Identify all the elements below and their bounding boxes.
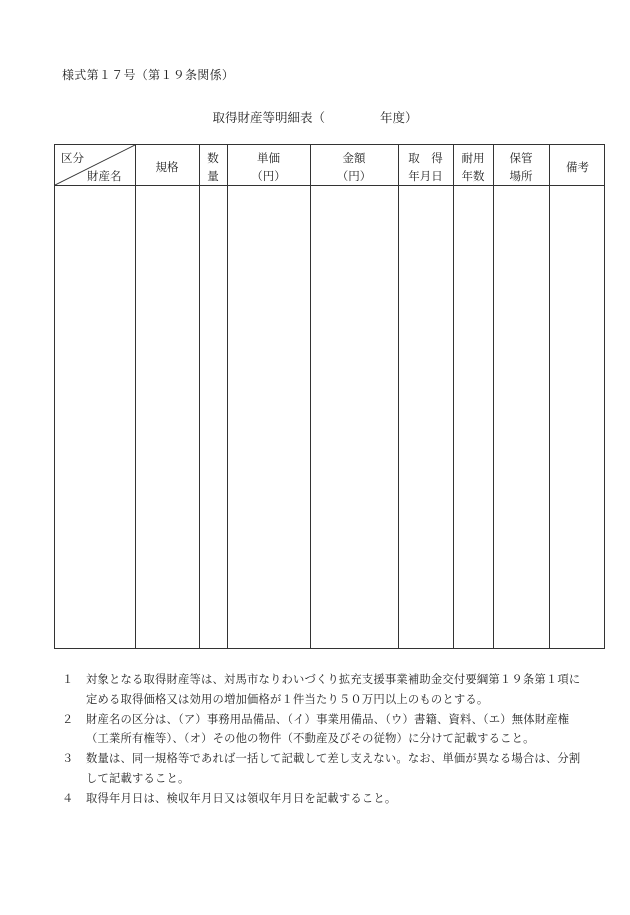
note-item — [62, 789, 582, 809]
column-divider — [549, 145, 550, 648]
header-category: 区分 — [61, 151, 84, 165]
header-storage-line2: 場所 — [509, 169, 533, 183]
header-acq-date-cell — [398, 145, 453, 185]
title-suffix: 年度） — [380, 110, 418, 125]
header-asset-name: 財産名 — [87, 169, 122, 183]
header-acq-date-line1: 取 得 — [408, 151, 443, 165]
note-item — [62, 670, 582, 710]
header-useful-life-line2: 年数 — [461, 169, 485, 183]
header-amount-line1: 金額 — [342, 151, 366, 165]
column-divider — [453, 145, 454, 648]
header-spec-cell — [135, 145, 199, 185]
note-text: 取得年月日は、検収年月日又は領収年月日を記載すること。 — [86, 791, 397, 805]
column-divider — [493, 145, 494, 648]
column-divider — [227, 145, 228, 648]
header-qty-line2: 量 — [207, 169, 219, 183]
header-remarks: 備考 — [566, 160, 589, 174]
note-number: ２ — [62, 712, 74, 726]
header-storage-cell — [493, 145, 549, 185]
header-qty-line1: 数 — [207, 151, 219, 165]
form-number: 様式第１７号（第１９条関係） — [62, 68, 235, 82]
header-amount-line2: （円） — [336, 169, 372, 183]
notes — [62, 670, 582, 809]
note-text: 数量は、同一規格等であれば一括して記載して差し支えない。なお、単価が異なる場合は、分割して記載すること。 — [86, 752, 581, 785]
column-divider — [135, 145, 136, 648]
header-remarks-cell — [549, 145, 606, 185]
header-unit-price-line2: （円） — [251, 169, 286, 183]
document-title — [0, 108, 630, 126]
title-prefix: 取得財産等明細表（ — [212, 110, 325, 125]
note-item — [62, 710, 582, 750]
note-text: 対象となる取得財産等は、対馬市なりわいづくり拡充支援事業補助金交付要綱第１９条第１項に定める取得価格又は効用の増加価格が１件当たり５０万円以上のものとする。 — [86, 673, 581, 706]
column-divider — [310, 145, 311, 648]
note-number: １ — [62, 673, 74, 686]
note-text: 財産名の区分は、（ア）事務用品備品、（イ）事業用備品、（ウ）書籍、資料、（エ）無体財産権（工業所有権等）、（オ）その他の物件（不動産及びその従物）に分けて記載すること。 — [86, 712, 570, 746]
column-divider — [199, 145, 200, 648]
header-useful-life-cell — [453, 145, 493, 185]
header-spec: 規格 — [155, 160, 179, 174]
note-item — [62, 749, 582, 789]
note-number: ３ — [62, 752, 74, 766]
asset-table — [54, 144, 605, 649]
note-number: ４ — [62, 791, 74, 805]
header-storage-line1: 保管 — [509, 151, 533, 165]
header-category-cell — [55, 145, 135, 185]
header-qty-cell — [199, 145, 227, 185]
header-amount-cell — [310, 145, 398, 185]
header-acq-date-line2: 年月日 — [408, 169, 443, 183]
header-unit-price-line1: 単価 — [257, 151, 280, 165]
header-divider — [55, 185, 604, 186]
header-useful-life-line1: 耐用 — [461, 151, 485, 165]
header-unit-price-cell — [227, 145, 310, 185]
column-divider — [398, 145, 399, 648]
